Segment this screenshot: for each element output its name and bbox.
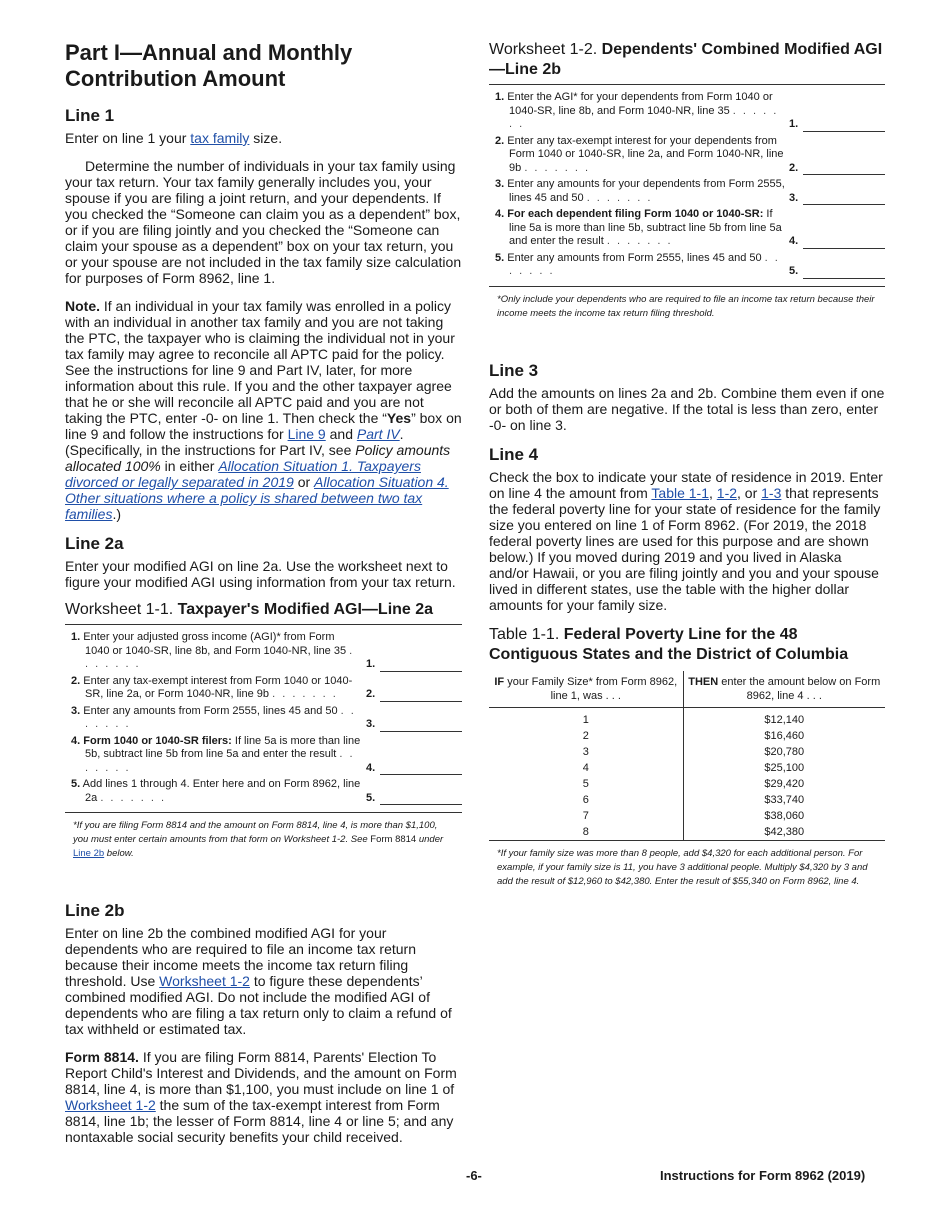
table-row — [489, 744, 885, 760]
table-1-1-note: *If your family size was more than 8 people, add $4,320 for each additional person. For example, if your family size is 11, you have 3 additional people. Multiply $4,320 by 3 and add the result of $12,960 to $42,380. Enter the result of $55,340 on Form 8962, line 4. — [497, 847, 868, 887]
worksheet-entry-line[interactable]: 5. — [366, 792, 462, 806]
line2a-heading: Line 2a — [65, 534, 124, 553]
line3-heading: Line 3 — [489, 360, 539, 380]
line1-intro: Enter on line 1 your tax family size. — [65, 130, 283, 146]
family-size-cell: 4 — [489, 760, 683, 776]
worksheet-row-text: 1. Enter your adjusted gross income (AGI)* from Form 1040 or 1040-SR, line 8b, and Form 1040-NR, line 35 . . . . . . . — [71, 631, 355, 670]
worksheet-row-text: 2. Enter any tax-exempt interest for your dependents from Form 1040 or 1040-SR, line 2a, and Form 1040-NR, line 9b . . . . . . . — [495, 134, 784, 174]
worksheet-row — [65, 778, 462, 805]
worksheet-row-text: 4. For each dependent filing Form 1040 or 1040-SR: If line 5a is more than line 5b, subtract line 5b from line 5a and enter the result . . . . . . . — [495, 208, 782, 247]
table-row — [489, 824, 885, 841]
worksheet-row — [65, 735, 462, 776]
family-size-cell: 7 — [489, 808, 683, 824]
worksheet-row — [65, 675, 462, 702]
worksheet-1-2-note: *Only include your dependents who are required to file an income tax return because their income meets the income tax return filing threshold. — [497, 293, 875, 319]
worksheet-entry-line[interactable]: 1. — [366, 658, 462, 672]
worksheet-row — [65, 705, 462, 732]
line2b-link[interactable]: Line 2b — [73, 848, 105, 859]
worksheet-entry-line[interactable]: 3. — [366, 718, 462, 732]
worksheet-1-1-note: *If you are filing Form 8814 and the amount on Form 8814, line 4, is more than $1,100, you must enter certain amounts from that form on Worksheet 1-2. See Form 8814 under Line 2b below. — [73, 820, 444, 859]
line3-paragraph: Add the amounts on lines 2a and 2b. Combine them even if one or both of them are negative. If the total is less than zero, enter -0- on line 3. — [489, 384, 885, 433]
worksheet-row-text: 4. Form 1040 or 1040-SR filers: If line 5a is more than line 5b, subtract line 5b from line 5a and enter the result . . . . . . . — [71, 734, 361, 774]
worksheet-entry-line[interactable]: 2. — [789, 162, 885, 176]
line1-heading: Line 1 — [65, 106, 115, 125]
line4-heading: Line 4 — [489, 444, 539, 464]
worksheet-row-text: 3. Enter any amounts for your dependents from Form 2555, lines 45 and 50 . . . . . . . — [495, 178, 785, 204]
worksheet-1-1 — [65, 624, 462, 813]
amount-cell: $38,060 — [764, 809, 805, 822]
amount-cell: $33,740 — [764, 793, 805, 806]
part4-link[interactable]: Part IV — [356, 426, 400, 442]
family-size-cell: 3 — [489, 744, 683, 760]
worksheet-row-text: 1. Enter the AGI* for your dependents from Form 1040 or 1040-SR, line 8b, and Form 1040-NR, line 35 . . . . . . . — [495, 91, 779, 130]
line1-note: Note. If an individual in your tax family was enrolled in a policy with an individual in another tax family and you are not taking the PTC, the taxpayer who is claiming the individual not in your tax family may agree to reconcile all APTC paid for the policy. See the instructions for line 9 and Part IV, later, for more information about this rule. If you and the other taxpayer agree that he or she will reconcile all APTC paid and you are not taking the PTC, enter -0- on line 1. Then check the “Yes” box on line 9 and follow the instructions for Line 9 and Part IV. (Specifically, in the instructions for Part IV, see Policy amounts allocated 100% in either Allocation Situation 1. Taxpayers divorced or legally separated in 2019 or Allocation Situation 4. Other situations where a policy is shared between two tax families.) — [65, 298, 462, 522]
worksheet-row-text: 5. Enter any amounts from Form 2555, lines 45 and 50 . . . . . . . — [495, 251, 780, 277]
worksheet-1-2-link-2[interactable]: Worksheet 1-2 — [65, 1097, 156, 1113]
table-row — [489, 792, 885, 808]
worksheet-row — [489, 208, 885, 249]
worksheet-entry-line[interactable]: 3. — [789, 192, 885, 206]
table-row — [489, 760, 885, 776]
family-size-header: IF your Family Size* from Form 8962, line 1, was . . . — [489, 671, 683, 708]
worksheet-1-1-title: Worksheet 1-1. Taxpayer's Modified AGI—Line 2a — [65, 601, 434, 618]
worksheet-1-2 — [489, 84, 885, 287]
table-1-2-link[interactable]: 1-2 — [716, 484, 738, 501]
left-column — [65, 40, 462, 1145]
line4-paragraph: Check the box to indicate your state of residence in 2019. Enter on line 4 the amount from Table 1-1, 1-2, or 1-3 that represents the federal poverty line for your state of residence for the family size you entered on line 1 of Form 8962. (For 2019, the 2018 federal poverty lines are used for this purpose and are shown below.) If you moved during 2019 and you lived in Alaska and/or Hawaii, or you are filing jointly and you and your spouse lived in different states, use the table with the higher dollar amounts for your family size. — [489, 468, 883, 613]
family-size-cell: 6 — [489, 792, 683, 808]
amount-cell: $29,420 — [764, 777, 805, 790]
amount-cell: $25,100 — [764, 761, 805, 774]
amount-cell: $20,780 — [764, 745, 805, 758]
right-column — [489, 40, 885, 889]
table-row — [489, 776, 885, 792]
worksheet-row — [489, 135, 885, 176]
worksheet-row — [489, 252, 885, 279]
table-1-1-link[interactable]: Table 1-1 — [651, 484, 709, 501]
line1-paragraph: Determine the number of individuals in your tax family using your tax return. Your tax family generally includes you, your spouse if you are filing a joint return, and your dependents. If you checked the “Someone can claim you as a dependent” box, or if you are filing jointly and you checked the “Someone can claim your spouse as a dependent” box on your tax return, you or your spouse are not included in the tax family size calculation for purposes of Form 8962, line 1. — [65, 158, 462, 286]
worksheet-row-text: 3. Enter any amounts from Form 2555, lines 45 and 50 . . . . . . . — [71, 704, 356, 730]
worksheet-entry-line[interactable]: 1. — [789, 118, 885, 132]
family-size-cell: 5 — [489, 776, 683, 792]
worksheet-row-text: 5. Add lines 1 through 4. Enter here and on Form 8962, line 2a . . . . . . . — [71, 778, 361, 804]
worksheet-row — [489, 91, 885, 132]
line9-link[interactable]: Line 9 — [287, 426, 326, 442]
worksheet-entry-line[interactable]: 5. — [789, 265, 885, 279]
amount-cell: $16,460 — [764, 729, 805, 742]
amount-cell: $42,380 — [683, 824, 885, 841]
allocation-situation-4-link[interactable]: Allocation Situation 4. Other situations where a policy is shared between two tax families — [65, 474, 449, 522]
worksheet-entry-line[interactable]: 4. — [789, 235, 885, 249]
part-title: Part I—Annual and Monthly Contribution Amount — [65, 40, 353, 91]
table-row — [489, 707, 885, 728]
footer-title: Instructions for Form 8962 (2019) — [660, 1168, 866, 1183]
table-row — [489, 808, 885, 824]
worksheet-row-text: 2. Enter any tax-exempt interest from Form 1040 or 1040-SR, line 2a, or Form 1040-NR, line 9b . . . . . . . — [71, 674, 353, 700]
form-8814-paragraph: Form 8814. If you are filing Form 8814, Parents' Election To Report Child's Interest and Dividends, and the amount on Form 8814, line 4, is more than $1,100, you must include on line 1 of Worksheet 1-2 the sum of the tax-exempt interest from Form 8814, line 1b; the lesser of Form 8814, line 4 or line 5; and any nontaxable social security benefits your child received. — [65, 1049, 457, 1145]
allocation-situation-1-link[interactable]: Allocation Situation 1. Taxpayers divorced or legally separated in 2019 — [65, 458, 421, 490]
worksheet-entry-line[interactable]: 2. — [366, 688, 462, 702]
amount-header: THEN enter the amount below on Form 8962, line 4 . . . — [683, 671, 885, 708]
poverty-line-table — [489, 671, 885, 841]
family-size-cell: 8 — [489, 824, 683, 841]
family-size-cell: 2 — [489, 728, 683, 744]
line2a-paragraph: Enter your modified AGI on line 2a. Use the worksheet next to figure your modified AGI using information from your tax return. — [65, 558, 456, 590]
table-1-3-link[interactable]: 1-3 — [761, 484, 782, 501]
worksheet-row — [65, 631, 462, 672]
worksheet-1-2-link[interactable]: Worksheet 1-2 — [159, 973, 250, 989]
worksheet-1-2-title: Worksheet 1-2. Dependents' Combined Modified AGI—Line 2b — [489, 41, 883, 78]
amount-cell: $12,140 — [764, 713, 805, 726]
table-row — [489, 728, 885, 744]
table-1-1-title: Table 1-1. Federal Poverty Line for the 48 Contiguous States and the District of Columbia — [489, 625, 849, 663]
tax-family-link[interactable]: tax family — [190, 130, 250, 146]
page-number: -6- — [466, 1168, 482, 1183]
worksheet-entry-line[interactable]: 4. — [366, 762, 462, 776]
line2b-heading: Line 2b — [65, 901, 125, 920]
worksheet-row — [489, 178, 885, 205]
family-size-cell: 1 — [489, 707, 683, 728]
line2b-paragraph: Enter on line 2b the combined modified AGI for your dependents who are required to file an income tax return because their income meets the income tax return filing threshold. Use Worksheet 1-2 to figure these dependents’ combined modified AGI. Do not include the modified AGI of dependents who are filing a tax return only to claim a refund of tax withheld or estimated tax. — [65, 925, 452, 1037]
